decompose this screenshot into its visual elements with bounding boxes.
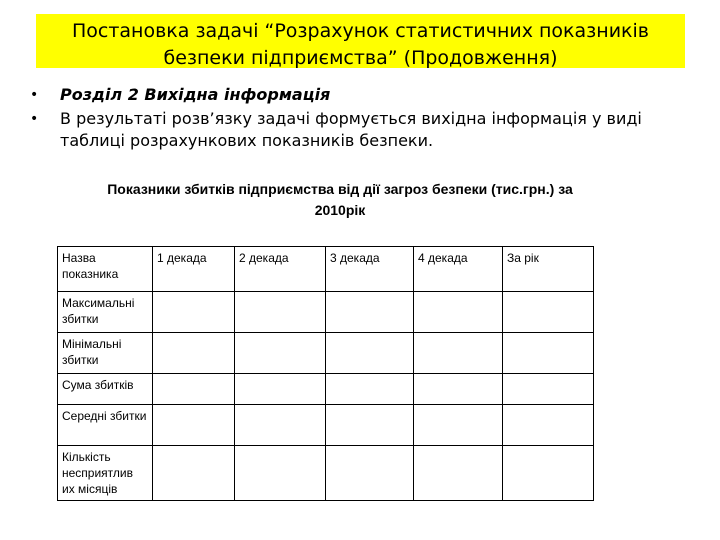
table-cell xyxy=(235,333,326,374)
table-cell xyxy=(235,446,326,501)
table-cell xyxy=(414,446,503,501)
bullet-text: В результаті розв’язку задачі формується вихідна інформація у виді таблиці розрахункових показників безпеки. xyxy=(60,109,642,150)
table-cell xyxy=(503,374,594,405)
column-header: Назва показника xyxy=(58,247,153,292)
table-cell xyxy=(503,405,594,446)
table-caption-line-1: Показники збитків підприємства від дії загроз безпеки (тис.грн.) за xyxy=(107,181,573,197)
table-header-row xyxy=(58,247,594,292)
table-cell xyxy=(235,292,326,333)
table-cell xyxy=(326,374,414,405)
table-cell xyxy=(503,292,594,333)
table-row xyxy=(58,446,594,501)
column-header: 3 декада xyxy=(326,247,414,292)
row-label: Максимальні збитки xyxy=(58,292,153,333)
table-cell xyxy=(503,446,594,501)
column-header: 4 декада xyxy=(414,247,503,292)
table-cell xyxy=(326,446,414,501)
table-cell xyxy=(414,292,503,333)
table-cell xyxy=(414,374,503,405)
table-cell xyxy=(414,333,503,374)
slide-title xyxy=(36,18,685,72)
column-header: 1 декада xyxy=(153,247,235,292)
section-heading: Розділ 2 Вихідна інформація xyxy=(60,85,331,104)
table-cell xyxy=(153,405,235,446)
table-cell xyxy=(503,333,594,374)
column-header: 2 декада xyxy=(235,247,326,292)
table-cell xyxy=(326,405,414,446)
table-row xyxy=(58,292,594,333)
table-row xyxy=(58,374,594,405)
table-row xyxy=(58,405,594,446)
row-label: Кількість несприятлив их місяців xyxy=(58,446,153,501)
bullet-dot-icon: • xyxy=(30,87,39,103)
bullet-list xyxy=(30,84,690,154)
row-label: Мінімальні збитки xyxy=(58,333,153,374)
row-label: Сума збитків xyxy=(58,374,153,405)
table-caption-line-2: 2010рік xyxy=(314,202,366,218)
slide-title-line-2: безпеки підприємства” (Продовження) xyxy=(163,47,558,69)
table-cell xyxy=(414,405,503,446)
table-cell xyxy=(326,292,414,333)
column-header: За рік xyxy=(503,247,594,292)
row-label: Середні збитки xyxy=(58,405,153,446)
table-cell xyxy=(326,333,414,374)
indicators-table xyxy=(57,246,594,501)
bullet-dot-icon: • xyxy=(30,111,39,127)
table-cell xyxy=(153,292,235,333)
table-cell xyxy=(235,405,326,446)
table-cell xyxy=(153,333,235,374)
bullet-item xyxy=(30,84,690,106)
table-caption xyxy=(60,179,620,221)
table-cell xyxy=(153,374,235,405)
table-cell xyxy=(235,374,326,405)
slide-title-line-1: Постановка задачі “Розрахунок статистичних показників xyxy=(71,20,650,42)
table-row xyxy=(58,333,594,374)
table-cell xyxy=(153,446,235,501)
bullet-item xyxy=(30,108,690,152)
